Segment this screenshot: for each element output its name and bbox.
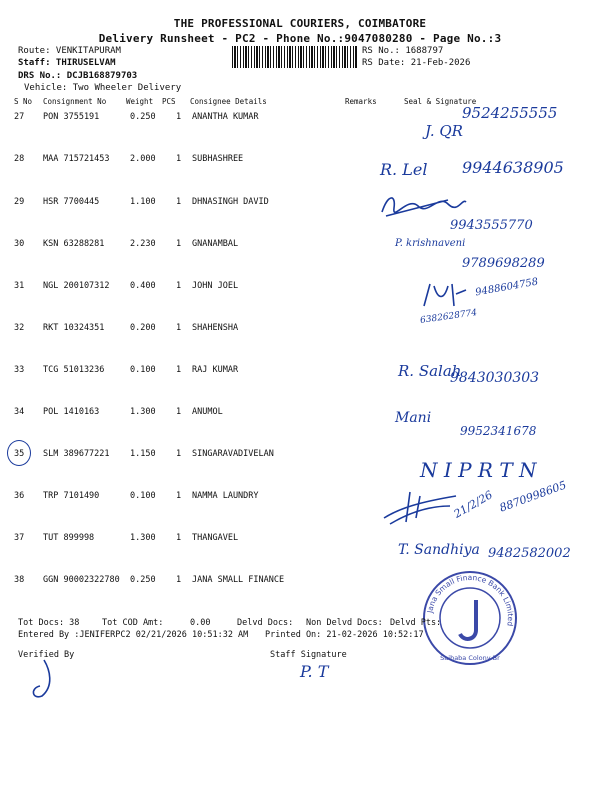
row-sno: 30 xyxy=(14,239,25,249)
row-pcs: 1 xyxy=(176,575,182,585)
col-weight: Weight xyxy=(126,97,154,106)
row-consignment: MAA 715721453 xyxy=(43,154,110,164)
row-consignment: TCG 51013236 xyxy=(43,365,105,375)
row-consignment: TUT 899998 xyxy=(43,533,95,543)
row-sno: 35 xyxy=(14,449,25,459)
row-sno: 33 xyxy=(14,365,25,375)
signature-36 xyxy=(380,488,460,528)
entered-by: Entered By :JENIFERPC2 02/21/2026 10:51:32 AM xyxy=(18,630,249,640)
row-pcs: 1 xyxy=(176,112,182,122)
row-consignment: RKT 10324351 xyxy=(43,323,105,333)
handwritten-phone-32b: 9488604758 xyxy=(474,276,540,299)
vehicle-label: Vehicle: Two Wheeler Delivery xyxy=(24,83,182,93)
delvd-docs: Delvd Docs: xyxy=(237,618,294,628)
row-pcs: 1 xyxy=(176,365,182,375)
signature-29 xyxy=(378,190,468,220)
row-pcs: 1 xyxy=(176,407,182,417)
row-weight: 1.100 xyxy=(130,197,156,207)
barcode xyxy=(232,46,358,68)
row-consignee: JANA SMALL FINANCE xyxy=(192,575,285,585)
row-sno: 29 xyxy=(14,197,25,207)
signature-27: J. QR xyxy=(425,122,463,140)
handwritten-phone-28: 9944638905 xyxy=(462,158,564,177)
row-consignment: KSN 63288281 xyxy=(43,239,105,249)
signature-34: Mani xyxy=(395,410,432,426)
row-consignee: ANANTHA KUMAR xyxy=(192,112,259,122)
row-pcs: 1 xyxy=(176,449,182,459)
row-pcs: 1 xyxy=(176,239,182,249)
drs-label: DRS No.: DCJB168879703 xyxy=(18,71,138,81)
row-consignment: SLM 389677221 xyxy=(43,449,110,459)
rs-no: RS No.: 1688797 xyxy=(362,46,444,56)
row-pcs: 1 xyxy=(176,154,182,164)
col-consignment: Consignment No xyxy=(43,97,107,106)
rs-date: RS Date: 21-Feb-2026 xyxy=(362,58,471,68)
row-pcs: 1 xyxy=(176,323,182,333)
staff-label: Staff: THIRUSELVAM xyxy=(18,58,116,68)
row-consignee: SHAHENSHA xyxy=(192,323,239,333)
row-consignment: PON 3755191 xyxy=(43,112,100,122)
col-seal: Seal & Signature xyxy=(404,97,477,106)
handwritten-phone-27: 9524255555 xyxy=(462,104,558,122)
col-remarks: Remarks xyxy=(345,97,377,106)
row-pcs: 1 xyxy=(176,281,182,291)
table-row xyxy=(0,323,600,343)
handwritten-phone-32a: 6382628774 xyxy=(419,308,478,326)
staff-signature-label: Staff Signature xyxy=(270,650,347,660)
signature-33: R. Salah xyxy=(398,362,462,380)
row-weight: 1.150 xyxy=(130,449,156,459)
delvd-pts: Delvd Pts: xyxy=(390,618,442,628)
route-label: Route: VENKITAPURAM xyxy=(18,46,121,56)
doc-title: THE PROFESSIONAL COURIERS, COIMBATORE xyxy=(173,17,427,30)
row-sno: 37 xyxy=(14,533,25,543)
row-pcs: 1 xyxy=(176,491,182,501)
doc-subtitle: Delivery Runsheet - PC2 - Phone No.:9047080280 - Page No.:3 xyxy=(98,32,502,45)
row-sno: 28 xyxy=(14,154,25,164)
non-delvd-docs: Non Delvd Docs: xyxy=(306,618,383,628)
row-weight: 0.100 xyxy=(130,491,156,501)
handwritten-phone-30: 9789698289 xyxy=(462,256,545,271)
row-consignee: RAJ KUMAR xyxy=(192,365,239,375)
row-pcs: 1 xyxy=(176,197,182,207)
col-pcs: PCS xyxy=(162,97,176,106)
handwritten-phone-33: 9843030303 xyxy=(450,370,540,386)
col-sno: S No xyxy=(14,97,33,106)
signature-30: P. krishnaveni xyxy=(395,238,466,249)
table-row xyxy=(0,197,600,217)
tot-cod-label: Tot COD Amt: xyxy=(102,618,164,628)
row-weight: 2.230 xyxy=(130,239,156,249)
row-pcs: 1 xyxy=(176,533,182,543)
stamp-location: Saibaba Colony Br xyxy=(440,654,500,662)
handwritten-phone-34: 9952341678 xyxy=(460,424,537,438)
row-weight: 0.400 xyxy=(130,281,156,291)
row-consignment: TRP 7101490 xyxy=(43,491,100,501)
row-sno: 27 xyxy=(14,112,25,122)
row-sno: 38 xyxy=(14,575,25,585)
handwritten-date-36: 21/2/26 xyxy=(451,488,495,521)
row-consignee: ANUMOL xyxy=(192,407,223,417)
circle-mark xyxy=(7,440,31,466)
row-consignee: GNANAMBAL xyxy=(192,239,239,249)
row-sno: 34 xyxy=(14,407,25,417)
verifier-signature xyxy=(26,656,62,702)
row-sno: 32 xyxy=(14,323,25,333)
row-consignee: JOHN JOEL xyxy=(192,281,239,291)
row-consignment: NGL 200107312 xyxy=(43,281,110,291)
signature-37: T. Sandhiya xyxy=(398,542,480,558)
row-weight: 1.300 xyxy=(130,407,156,417)
row-consignee: THANGAVEL xyxy=(192,533,239,543)
row-weight: 2.000 xyxy=(130,154,156,164)
row-consignee: SINGARAVADIVELAN xyxy=(192,449,274,459)
signature-31 xyxy=(420,280,470,310)
signature-28: R. Lel xyxy=(380,160,428,179)
row-consignee: SUBHASHREE xyxy=(192,154,244,164)
row-consignment: POL 1410163 xyxy=(43,407,100,417)
row-consignment: GGN 90002322780 xyxy=(43,575,120,585)
row-weight: 0.200 xyxy=(130,323,156,333)
row-sno: 31 xyxy=(14,281,25,291)
stamp-text: Jana Small Finance Bank Limited xyxy=(425,572,516,627)
handwritten-phone-29: 9943555770 xyxy=(450,218,533,233)
row-consignee: DHNASINGH DAVID xyxy=(192,197,269,207)
handwritten-phone-36: 8870998605 xyxy=(497,478,569,515)
row-consignment: HSR 7700445 xyxy=(43,197,100,207)
row-consignee: NAMMA LAUNDRY xyxy=(192,491,259,501)
row-weight: 0.250 xyxy=(130,575,156,585)
staff-signature: P. T xyxy=(300,662,329,681)
tot-cod-value: 0.00 xyxy=(190,618,211,628)
verified-by: Verified By xyxy=(18,650,75,660)
printed-on: Printed On: 21-02-2026 10:52:17 xyxy=(265,630,424,640)
handwritten-phone-37: 9482582002 xyxy=(488,546,571,561)
row-weight: 0.250 xyxy=(130,112,156,122)
row-sno: 36 xyxy=(14,491,25,501)
row-weight: 1.300 xyxy=(130,533,156,543)
handwritten-remark-35: N I P R T N xyxy=(420,458,537,482)
col-consignee: Consignee Details xyxy=(190,97,267,106)
tot-docs: Tot Docs: 38 xyxy=(18,618,80,628)
row-weight: 0.100 xyxy=(130,365,156,375)
